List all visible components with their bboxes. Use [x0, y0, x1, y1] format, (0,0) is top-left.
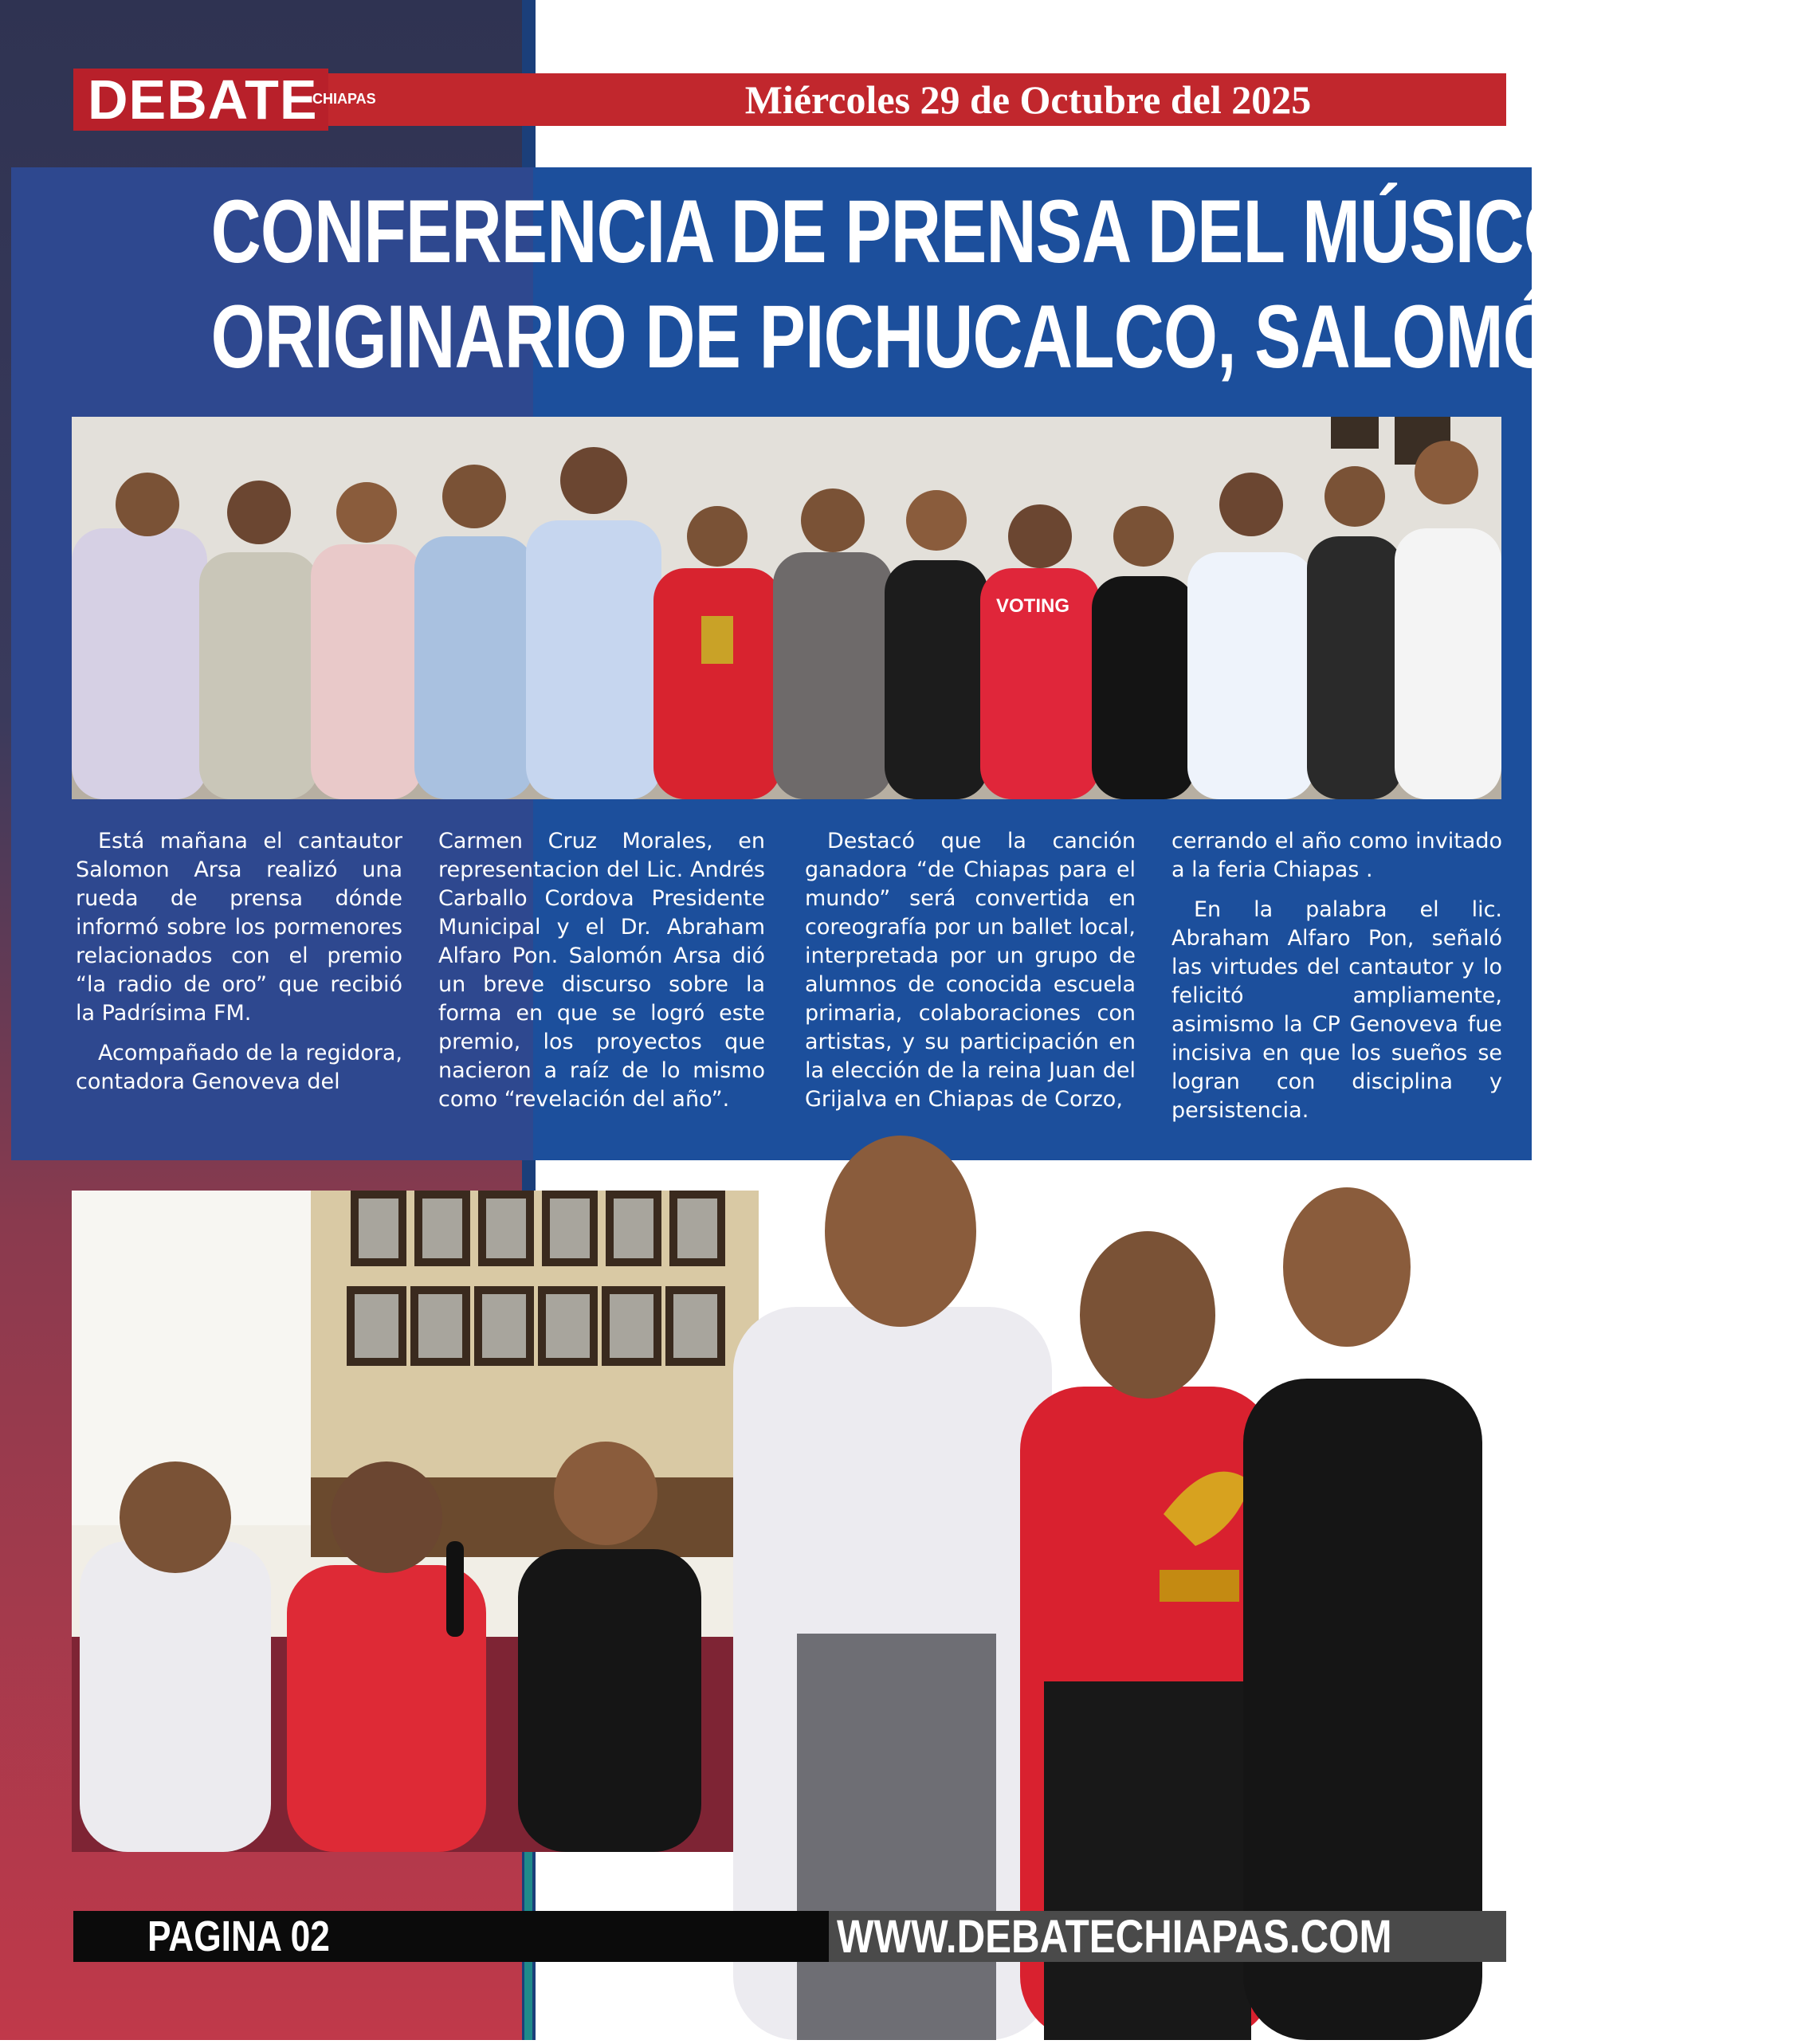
shirt-print: VOTING: [996, 595, 1070, 617]
logo[interactable]: [73, 69, 376, 131]
paragraph: cerrando el año como invitado a la feria Chiapas .: [1171, 829, 1502, 882]
article-column-4: [1171, 827, 1502, 1136]
logo-text: DEBATE: [88, 69, 318, 131]
logo-subtitle: CHIAPAS: [312, 91, 376, 107]
paragraph: Acompañado de la regidora, contadora Genoveva del: [76, 1041, 402, 1094]
group-photo-drawing: [72, 417, 1501, 799]
award-trio-drawing: [717, 1124, 1514, 2040]
article-column-2: [438, 827, 765, 1125]
award-trio-photo: [717, 1124, 1514, 2040]
article-headline: [210, 179, 1817, 390]
page-number: PAGINA 02: [147, 1913, 330, 1960]
website-link[interactable]: WWW.DEBATECHIAPAS.COM: [837, 1910, 1392, 1963]
paragraph: En la palabra el lic. Abraham Alfaro Pon, señaló las virtudes del cantautor y lo felicitó ampliamente, asimismo la CP Genoveva fue incisiva en que los sueños se logran con disciplina y persistencia.: [1171, 897, 1502, 1123]
press-conference-drawing: [72, 1191, 759, 1852]
paragraph: Destacó que la canción ganadora “de Chiapas para el mundo” será convertida en coreografía por un ballet local, interpretada por un grupo de alumnos de conocida escuela primaria, colaboraciones con artistas, y su participación en la elección de la reina Juan del Grijalva en Chiapas de Corzo,: [805, 829, 1136, 1112]
paragraph: Está mañana el cantautor Salomon Arsa realizó una rueda de prensa dónde informó sobre los pormenores relacionados con el premio “la radio de oro” que recibió la Padrísima FM.: [76, 829, 402, 1026]
issue-date: Miércoles 29 de Octubre del 2025: [744, 77, 1312, 122]
headline-line-2: ORIGINARIO DE PICHUCALCO, SALOMÓN ARSA: [210, 287, 1817, 386]
press-conference-photo: [72, 1191, 759, 1852]
article-column-3: [805, 827, 1136, 1125]
headline-line-1: CONFERENCIA DE PRENSA DEL MÚSICO: [210, 182, 1577, 281]
group-photo: [72, 417, 1501, 799]
article-column-1: [76, 827, 402, 1108]
paragraph: Carmen Cruz Morales, en representacion del Lic. Andrés Carballo Cordova Presidente Municipal y el Dr. Abraham Alfaro Pon. Salomón Arsa dió un breve discurso sobre la forma en que se logró este premio, los proyectos que nacieron a raíz de lo mismo como “revelación del año”.: [438, 829, 765, 1112]
